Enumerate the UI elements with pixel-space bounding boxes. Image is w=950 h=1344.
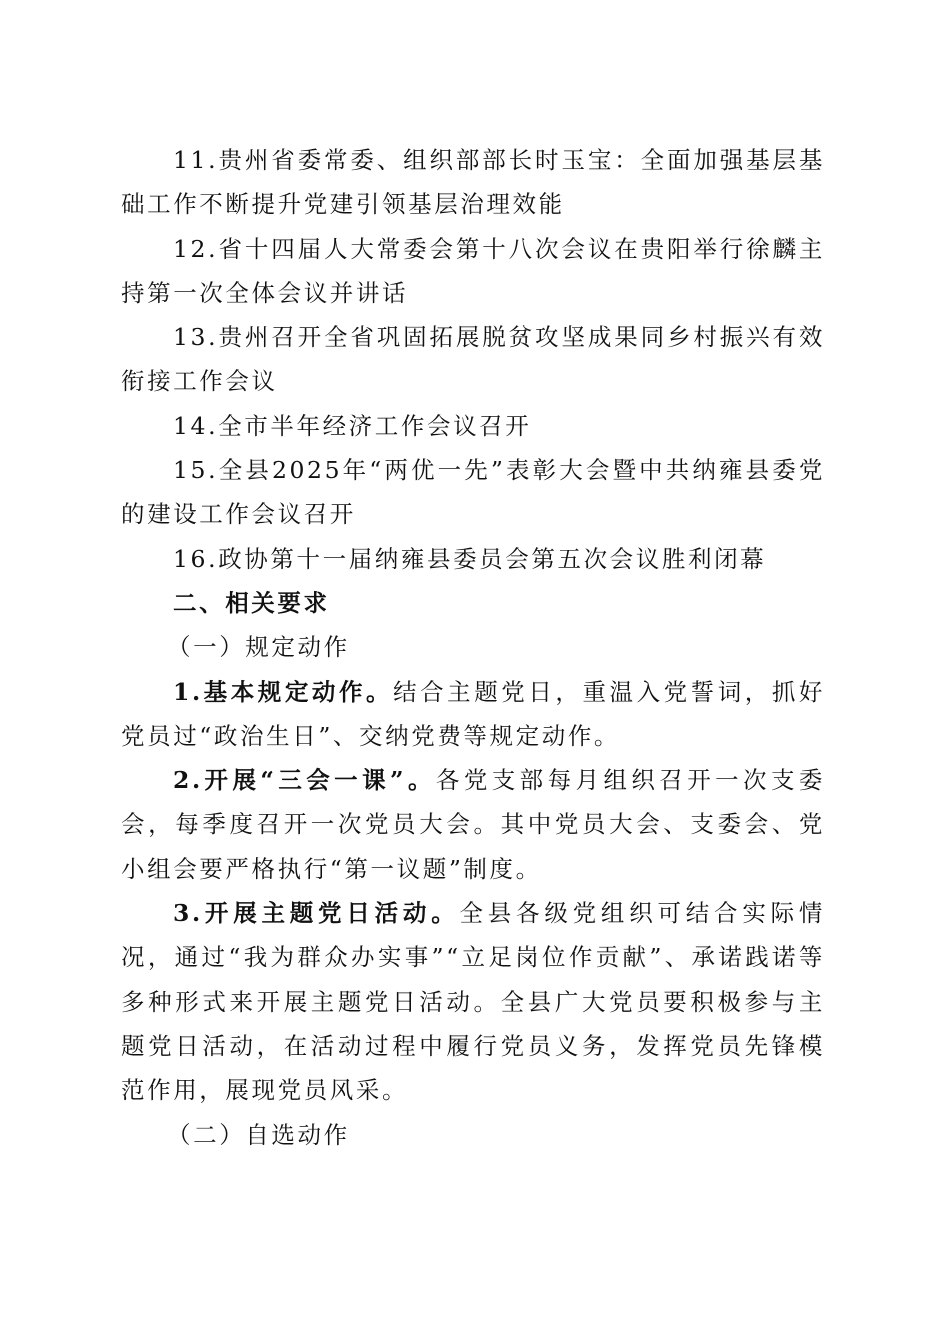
item-text: 政协第十一届纳雍县委员会第五次会议胜利闭幕 — [218, 544, 767, 573]
list-item-11 — [121, 138, 825, 227]
list-item-16 — [121, 537, 825, 581]
item-number: 14. — [173, 411, 219, 440]
item-number: 15. — [173, 456, 219, 485]
paragraph-text: 结合主题党日，重温入党誓词，抓好党员过“政治生日”、交纳党费等规定动作。 — [121, 677, 825, 750]
item-text: 全市半年经济工作会议召开 — [218, 411, 532, 440]
list-item-15 — [121, 448, 825, 537]
list-item-14 — [121, 404, 825, 448]
paragraph-text: 全县各级党组织可结合实际情况，通过“我为群众办实事”“立足岗位作贡献”、承诺践诺等多种形式来开展主题党日活动。全县广大党员要积极参与主题党日活动，在活动过程中履行党员义务，发挥党员先锋模范作用，展现党员风采。 — [121, 899, 825, 1105]
requirement-paragraph-2 — [121, 758, 825, 891]
item-text: 贵州召开全省巩固拓展脱贫攻坚成果同乡村振兴有效衔接工作会议 — [121, 323, 825, 396]
item-text: 省十四届人大常委会第十八次会议在贵阳举行徐麟主持第一次全体会议并讲话 — [121, 234, 825, 307]
subsection-heading-1: （一）规定动作 — [167, 633, 350, 662]
requirement-paragraph-1 — [121, 670, 825, 759]
document-body — [121, 138, 825, 1157]
list-item-13 — [121, 315, 825, 404]
paragraph-lead: 1.基本规定动作。 — [173, 677, 394, 706]
requirement-paragraph-3 — [121, 891, 825, 1112]
item-number: 16. — [173, 544, 219, 573]
paragraph-lead: 3.开展主题党日活动。 — [173, 899, 460, 928]
paragraph-text: 各党支部每月组织召开一次支委会，每季度召开一次党员大会。其中党员大会、支委会、党小组会要严格执行“第一议题”制度。 — [121, 766, 826, 883]
subsection-heading-2: （二）自选动作 — [167, 1120, 350, 1149]
paragraph-lead: 2.开展“三会一课”。 — [173, 766, 436, 795]
item-number: 11. — [173, 146, 219, 174]
section-heading: 二、相关要求 — [173, 588, 330, 617]
item-text: 贵州省委常委、组织部部长时玉宝：全面加强基层基础工作不断提升党建引领基层治理效能 — [121, 146, 825, 219]
item-text: 全县2025年“两优一先”表彰大会暨中共纳雍县委党的建设工作会议召开 — [121, 456, 825, 529]
list-item-12 — [121, 227, 825, 316]
item-number: 12. — [173, 234, 219, 263]
item-number: 13. — [173, 323, 219, 352]
